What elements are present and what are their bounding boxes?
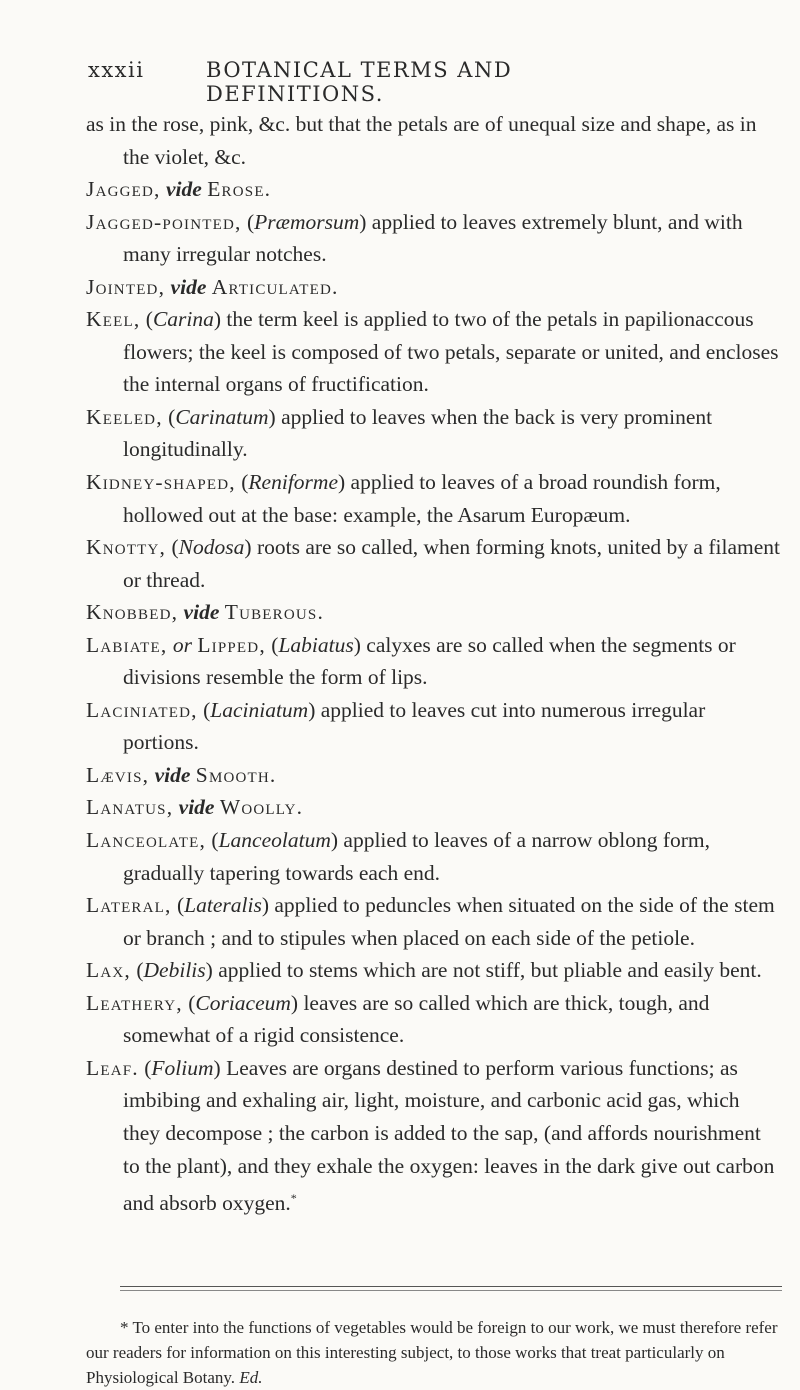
entry-open-paren: ( [203,697,211,722]
entry-close-paren: ) [330,828,339,853]
entry-vide: vide [166,177,202,202]
glossary-entry [86,401,780,466]
entry-cross-reference: Smooth. [195,762,277,787]
entry-open-paren: ( [168,404,176,429]
entry-latin-name: Lanceolatum [218,828,331,853]
entry-term: Jagged-pointed, [86,209,242,234]
entry-term: Lanceolate, [86,828,207,853]
entry-open-paren: ( [271,632,279,657]
entry-definition: applied to leaves when the back is very prominent longitudinally. [123,404,713,462]
glossary-entry [86,987,780,1052]
entry-close-paren: ) [290,990,299,1015]
entry-close-paren: ) [337,470,346,495]
entry-term: Kidney-shaped, [86,470,236,495]
entry-close-paren: ) [359,209,367,234]
glossary-body [86,108,780,1220]
entry-definition: leaves are so called which are thick, tough, and somewhat of a rigid consistence. [123,990,710,1048]
continuation-text: as in the rose, pink, &c. but that the petals are of unequal size and shape, as in the violet, &c. [86,112,757,169]
entry-definition: applied to leaves extremely blunt, and with many irregular notches. [123,209,743,267]
entry-definition: roots are so called, when forming knots, united by a filament or thread. [123,535,780,592]
entry-conjunction: or [172,632,192,657]
entry-term: Jointed, [86,274,166,299]
entry-term: Lævis, [86,762,150,787]
entry-term: Lateral, [86,893,172,918]
glossary-entry [86,791,780,824]
glossary-entry [86,173,780,206]
entry-open-paren: ( [241,470,249,495]
entry-vide: vide [170,274,207,299]
entry-latin-name: Debilis [143,958,206,983]
glossary-entry [86,596,780,629]
entry-cross-reference: Articulated. [211,274,339,299]
page-number: xxxii [88,58,145,82]
entry-latin-name: Reniforme [248,470,338,495]
entry-alt-term: Lipped, [197,632,266,657]
entry-definition: calyxes are so called when the segments or divisions resemble the form of lips. [123,632,736,690]
entry-open-paren: ( [171,535,179,560]
entry-vide: vide [154,762,191,787]
entry-close-paren: ) [261,893,269,918]
entry-term: Keel, [86,307,141,332]
entry-close-paren: ) [353,632,361,657]
entry-open-paren: ( [246,209,255,234]
glossary-entry [86,206,780,271]
entry-definition: applied to stems which are not stiff, but pliable and easily bent. [212,958,762,983]
page-title: BOTANICAL TERMS AND DEFINITIONS. [206,58,513,106]
running-head [88,58,680,106]
entry-term: Lanatus, [86,795,174,820]
entry-latin-name: Lateralis [184,893,262,918]
glossary-entry [86,759,780,792]
entry-close-paren: ) [308,697,316,722]
entry-term: Leathery, [86,990,183,1015]
entry-definition: the term keel is applied to two of the petals in papilionaccous flowers; the keel is composed of two petals, separate or united, and encloses the internal organs of fructification. [123,307,779,397]
entry-latin-name: Carinatum [175,404,269,429]
entry-term: Knotty, [86,535,167,560]
glossary-entry [86,824,780,889]
glossary-entry [86,531,780,596]
entry-open-paren: ( [188,990,196,1015]
entry-vide: vide [183,600,220,625]
entry-term: Keeled, [86,404,163,429]
footnote-marker: * [290,1191,297,1206]
entry-term: Laciniated, [86,697,198,722]
entry-close-paren: ) [268,404,276,429]
entry-latin-name: Folium [151,1055,214,1080]
entry-term: Knobbed, [86,600,179,625]
glossary-entry [86,889,780,954]
entry-latin-name: Labiatus [278,632,354,657]
entry-latin-name: Nodosa [178,535,245,560]
entry-latin-name: Præmorsum [254,209,360,234]
glossary-entry [86,629,780,694]
entry-open-paren: ( [144,1055,152,1080]
entry-cross-reference: Woolly. [219,795,304,820]
entry-term: Lax, [86,958,131,983]
entry-close-paren: ) [213,307,222,332]
entry-latin-name: Coriaceum [195,990,291,1015]
entry-list [86,173,780,1220]
entry-open-paren: ( [136,958,144,983]
entry-open-paren: ( [211,828,219,853]
glossary-entry [86,1052,780,1220]
footnote [86,1315,780,1390]
entry-term: Leaf. [86,1055,139,1080]
entry-cross-reference: Erose. [207,177,272,202]
entry-definition: applied to leaves of a narrow oblong form, gradually tapering towards each end. [123,828,710,885]
glossary-entry [86,271,780,304]
entry-open-paren: ( [145,307,153,332]
entry-definition: applied to leaves cut into numerous irregular portions. [123,697,706,755]
entry-vide: vide [178,795,215,820]
entry-latin-name: Carina [152,307,214,332]
entry-latin-name: Laciniatum [210,697,309,722]
entry-definition: applied to peduncles when situated on the side of the stem or branch ; and to stipules when placed on each side of the petiole. [123,893,775,950]
glossary-entry [86,694,780,759]
entry-term: Labiate, [86,632,168,657]
glossary-entry [86,954,780,987]
entry-close-paren: ) [244,535,252,560]
entry-term: Jagged, [86,177,161,202]
entry-cross-reference: Tuberous. [224,600,325,625]
footnote-text: * To enter into the functions of vegetables would be foreign to our work, we must therefore refer our readers for information on this interesting subject, to those works that treat particularly on Physiological Botany. [86,1318,778,1387]
glossary-entry [86,303,780,401]
entry-close-paren: ) [213,1055,221,1080]
entry-definition: applied to leaves of a broad roundish form, hollowed out at the base: example, the Asarum Europæum. [123,470,721,527]
glossary-entry [86,466,780,531]
entry-definition: Leaves are organs destined to perform various functions; as imbibing and exhaling air, light, moisture, and carbonic acid gas, which they decompose ; the carbon is added to the sap, (and affords nourishment to the plant), and they exhale the oxygen: leaves in the dark give out carbon and absorb oxygen. [123,1055,775,1216]
footnote-rule [120,1286,782,1291]
entry-close-paren: ) [205,958,213,983]
footnote-signature: Ed. [239,1368,263,1387]
entry-open-paren: ( [176,893,185,918]
